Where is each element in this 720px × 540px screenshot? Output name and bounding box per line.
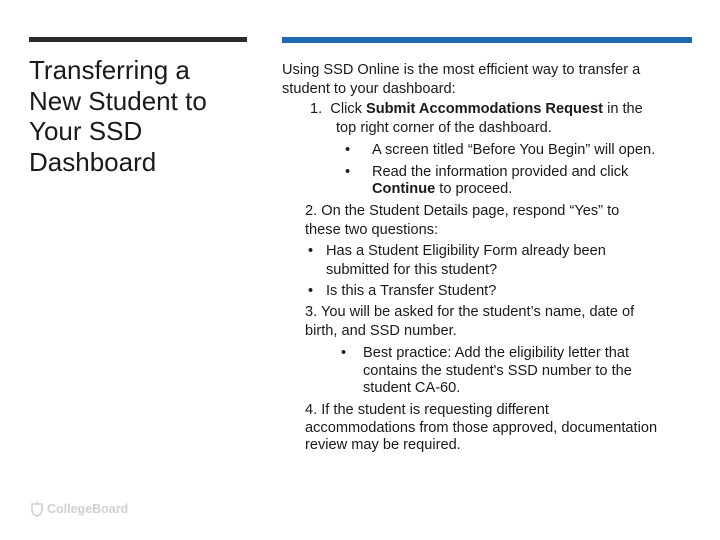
title-line: Dashboard [29,146,157,177]
step1-line [310,100,643,119]
bullet-icon: • [308,283,314,299]
bullet-icon: • [345,164,351,180]
step1-bullet: A screen titled “Before You Begin” will open. [372,142,656,158]
bullet-icon: • [345,142,351,158]
step3-bullet: Best practice: Add the eligibility letter that [363,345,630,361]
acorn-icon [30,501,44,517]
step1-bullet-continuation [372,180,512,199]
accent-rule [282,37,692,43]
step4-line: review may be required. [305,437,461,453]
title-line: New Student to [29,85,207,116]
intro-line: Using SSD Online is the most efficient way to transfer a [282,62,641,78]
step4-line: 4. If the student is requesting different [305,402,549,418]
step3-line: 3. You will be asked for the student’s name, date of [305,304,635,320]
step1-number: 1. [310,101,323,117]
bullet-icon: • [308,243,314,259]
continue-label: Continue [372,181,436,197]
slide-title [29,55,249,177]
step1-bullet: Read the information provided and click [372,164,629,180]
step2-bullet: Is this a Transfer Student? [326,283,497,299]
bullet-icon: • [341,345,347,361]
step3-bullet-continuation: student CA-60. [363,380,461,396]
collegeboard-logo [30,499,128,519]
step2-bullet-continuation: submitted for this student? [326,262,498,278]
title-rule [29,37,247,42]
logo-text: CollegeBoard [47,502,129,516]
title-line: Transferring a [29,55,190,85]
submit-request-label: Submit Accommodations Request [365,101,604,117]
step1-bullet-post: to proceed. [435,181,513,197]
step3-bullet-continuation: contains the student's SSD number to the [363,363,632,379]
step4-line: accommodations from those approved, documentation [305,420,658,436]
intro-line: student to your dashboard: [282,81,456,97]
step1-pre: Click [330,101,366,117]
title-line: Your SSD [29,116,143,146]
step3-line: birth, and SSD number. [305,323,457,339]
step1-post: in the [603,101,643,117]
step2-bullet: Has a Student Eligibility Form already been [326,243,606,259]
step2-line: 2. On the Student Details page, respond “Yes” to [305,203,620,219]
step2-line: these two questions: [305,222,439,238]
step1-continuation: top right corner of the dashboard. [336,120,552,136]
